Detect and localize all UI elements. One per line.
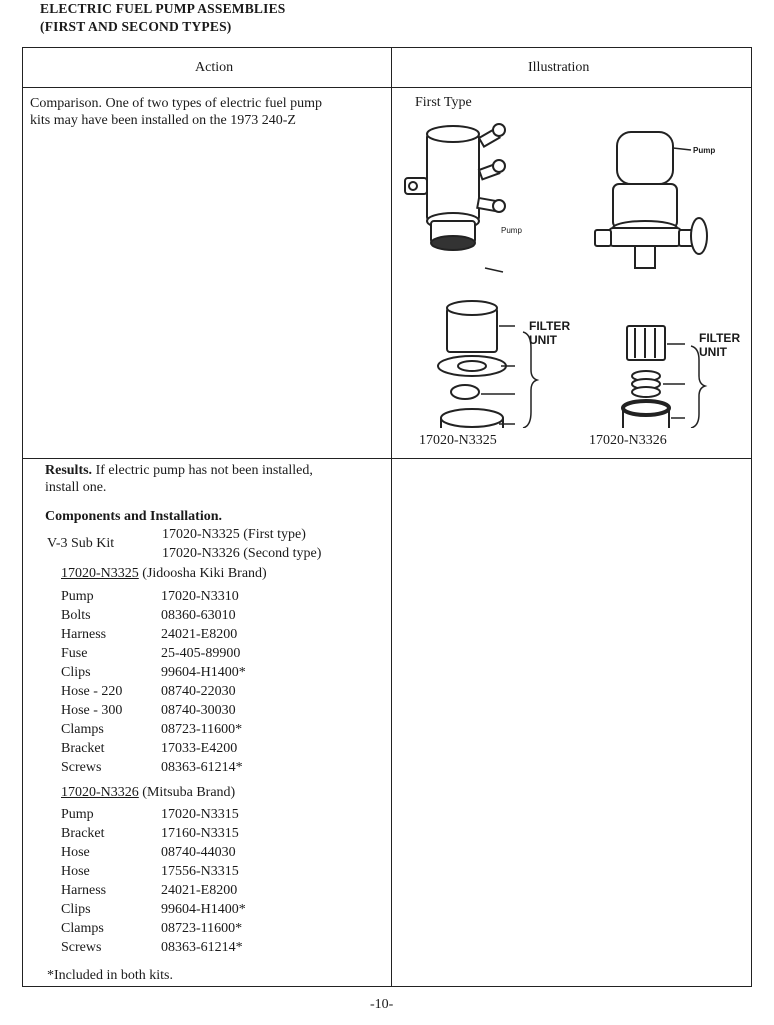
kit1-parts-list	[61, 587, 246, 777]
parts-list-row	[61, 900, 246, 919]
part-number: 08363-61214*	[161, 940, 243, 955]
procedure-table	[22, 47, 752, 987]
part-number: 17020-N3315	[161, 807, 239, 822]
column-divider	[391, 48, 392, 986]
footnote: *Included in both kits.	[47, 968, 173, 983]
kit2-number: 17020-N3326	[61, 785, 139, 800]
part-name: Screws	[61, 940, 102, 955]
part-name: Fuse	[61, 646, 88, 661]
results-line1	[45, 462, 313, 479]
part-number-right: 17020-N3326	[589, 433, 667, 448]
pump-label-right: Pump	[693, 146, 716, 155]
parts-list-row	[61, 824, 246, 843]
part-name: Hose - 300	[61, 703, 123, 718]
filter-right-line2: UNIT	[699, 345, 727, 359]
header-divider	[23, 87, 751, 88]
part-number: 08723-11600*	[161, 722, 243, 737]
parts-list-row	[61, 862, 246, 881]
second-type-pump-drawing	[595, 132, 707, 268]
pump-label-left: Pump	[501, 226, 522, 235]
parts-list-row	[61, 758, 246, 777]
sub-kit-first-type: 17020-N3325 (First type)	[162, 527, 306, 542]
part-number: 08740-44030	[161, 845, 236, 860]
kit2-brand: (Mitsuba Brand)	[142, 785, 236, 800]
part-number: 24021-E8200	[161, 627, 238, 642]
part-number: 08740-30030	[161, 703, 236, 718]
parts-list-row	[61, 881, 246, 900]
part-number: 17160-N3315	[161, 826, 239, 841]
parts-list-row	[61, 805, 246, 824]
first-type-pump-drawing	[405, 124, 505, 250]
parts-list-row	[61, 663, 246, 682]
parts-list-row	[61, 720, 246, 739]
filter-left-line1: FILTER	[529, 319, 571, 333]
part-name: Hose	[61, 864, 90, 879]
part-number: 24021-E8200	[161, 883, 238, 898]
document-title	[40, 0, 285, 36]
part-number: 99604-H1400*	[161, 902, 246, 917]
document-title-line2: (FIRST AND SECOND TYPES)	[40, 19, 232, 34]
results-label: Results.	[45, 463, 93, 478]
header-illustration: Illustration	[528, 60, 590, 75]
parts-list-row	[61, 938, 246, 957]
part-number: 17556-N3315	[161, 864, 239, 879]
part-number: 08740-22030	[161, 684, 236, 699]
comparison-line1	[30, 95, 322, 112]
filter-unit-label-left	[529, 319, 570, 347]
results-text-line1: If electric pump has not been installed,	[95, 463, 313, 478]
part-name: Hose - 220	[61, 684, 123, 699]
fuel-pump-illustration	[395, 108, 749, 428]
kit2-parts-list	[61, 805, 246, 957]
parts-list-row	[61, 682, 246, 701]
comparison-label: Comparison.	[30, 96, 102, 111]
illustration-caption: First Type	[415, 95, 472, 110]
part-name: Bracket	[61, 826, 105, 841]
sub-kit-label: V-3 Sub Kit	[47, 536, 115, 551]
part-number-left: 17020-N3325	[419, 433, 497, 448]
filter-unit-label-right	[699, 331, 740, 359]
header-action: Action	[195, 60, 234, 75]
part-name: Harness	[61, 883, 107, 898]
kit2-heading	[61, 784, 235, 801]
sub-kit-second-type: 17020-N3326 (Second type)	[162, 546, 322, 561]
row-divider	[23, 458, 751, 459]
part-number: 08363-61214*	[161, 760, 243, 775]
part-name: Clips	[61, 665, 91, 680]
filter-right-line1: FILTER	[699, 331, 741, 345]
part-number: 99604-H1400*	[161, 665, 246, 680]
parts-list-row	[61, 644, 246, 663]
parts-list-row	[61, 701, 246, 720]
part-name: Clamps	[61, 722, 104, 737]
parts-list-row	[61, 625, 246, 644]
part-number: 08360-63010	[161, 608, 236, 623]
part-name: Bolts	[61, 608, 91, 623]
second-type-filter-drawing	[623, 326, 669, 428]
part-number: 17020-N3310	[161, 589, 239, 604]
kit1-heading	[61, 565, 267, 582]
part-name: Clips	[61, 902, 91, 917]
part-name: Pump	[61, 807, 94, 822]
document-title-line1: ELECTRIC FUEL PUMP ASSEMBLIES	[40, 1, 286, 16]
part-name: Clamps	[61, 921, 104, 936]
results-text-line2: install one.	[45, 480, 107, 495]
parts-list-row	[61, 739, 246, 758]
part-number: 25-405-89900	[161, 646, 241, 661]
part-number: 17033-E4200	[161, 741, 238, 756]
first-type-filter-drawing	[438, 301, 506, 428]
parts-list-row	[61, 606, 246, 625]
part-name: Pump	[61, 589, 94, 604]
part-name: Bracket	[61, 741, 105, 756]
part-number: 08723-11600*	[161, 921, 243, 936]
comparison-text-line1: One of two types of electric fuel pump	[105, 96, 322, 111]
filter-left-line2: UNIT	[529, 333, 557, 347]
kit1-brand: (Jidoosha Kiki Brand)	[142, 566, 267, 581]
comparison-text-line2: kits may have been installed on the 1973 240-Z	[30, 113, 296, 128]
page-number: -10-	[370, 997, 394, 1012]
part-name: Screws	[61, 760, 102, 775]
components-heading: Components and Installation.	[45, 509, 222, 524]
parts-list-row	[61, 919, 246, 938]
parts-list-row	[61, 587, 246, 606]
kit1-number: 17020-N3325	[61, 566, 139, 581]
part-name: Hose	[61, 845, 90, 860]
part-name: Harness	[61, 627, 107, 642]
parts-list-row	[61, 843, 246, 862]
